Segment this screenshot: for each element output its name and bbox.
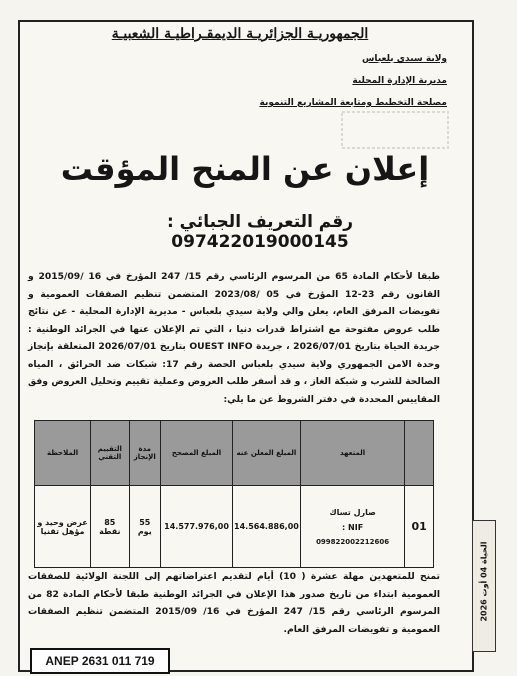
- col-bidder: المتعهد: [300, 421, 405, 486]
- corrected-amount: 14.577.976,00: [161, 486, 233, 568]
- tax-id: رقم التعريف الجبائي : 097422019000145: [166, 212, 354, 252]
- closing-paragraph: تمنح للمتعهدين مهلة عشرة ( 10) أيام لتقديم اعتراضاتهم إلى اللجنة الولائية للصفقات العمومية ابتداء من تاريخ صدور هذا الإعلان في الجرائد الوطنية طبقا لأحكام المادة 82 من المرسوم الرئاسي رقم 15/ 247 المؤرخ في 16/ 2015/09 المتضمن تنظيم الصفقات العمومية و تفويضات المرفق العام.: [28, 571, 441, 635]
- col-corrected: المبلغ المصحح: [161, 421, 233, 486]
- col-remark: الملاحظة: [35, 421, 91, 486]
- results-table: [34, 420, 434, 568]
- tech-score-unit: نقطة: [99, 526, 121, 536]
- table-row: [35, 486, 434, 568]
- announcement-title: إعلان عن المنح المؤقت: [60, 150, 430, 188]
- faint-seal-watermark: [340, 110, 450, 150]
- bidder-name: صارل تساك: [329, 507, 376, 517]
- tech-score-cell: [91, 486, 129, 568]
- col-tech-score: التقييم التقني: [91, 421, 129, 486]
- nif-value: 099822002212606: [316, 537, 390, 546]
- duration-value: 55: [139, 517, 151, 527]
- anep-reference: ANEP 2631 011 719: [30, 648, 170, 674]
- duration-unit: يوم: [137, 526, 152, 536]
- publication-stamp-text: الحياة 04 أوت 2026: [479, 541, 489, 622]
- wilaya-line: ولاية سيدي بلعباس: [362, 54, 447, 64]
- col-number: [405, 421, 434, 486]
- body-paragraph: طبقا لأحكام المادة 65 من المرسوم الرئاسي رقم 15/ 247 المؤرخ في 16 /2015/09 و القانون رقم 23-12 المؤرخ في 05 /2023/08 المتضمن تنظيم الصفقات العمومية و تفويضات المرفق العام، يعلن والي ولاية سيدي بلعباس - مديرية الإدارة المحلية - عن نتائج طلب عروض مفتوحة مع اشتراط قدرات دنيا ، التي تم الإعلان عنها في الجرائد الوطنية : جريدة الحياة بتاريخ 2026/07/01 ، جريدة OUEST INFO بتاريخ 2026/07/01 المتعلقة بإنجاز وحدة الامن الجمهوري ولاية سيدي بلعباس الحصة رقم 17: شبكات ضد الحرائق ، المياه الصالحة للشرب و شبكة الغاز ، و قد أسفر طلب العروض وعملية تقييم وتحليل العروض وفق المقاييس المحددة في دفتر الشروط عن ما يلي:: [28, 271, 441, 405]
- country-header: الجمهوريـة الجزائريـة الديمقـراطيـة الشعبيـة: [111, 26, 369, 42]
- directorate-line: مديرية الإدارة المحلية: [352, 76, 447, 86]
- remark-cell: عرض وحيد و مؤهل تقنيا: [35, 486, 91, 568]
- tech-score-value: 85: [104, 517, 116, 527]
- col-declared: المبلغ المعلن عنه: [233, 421, 301, 486]
- row-number: 01: [405, 486, 434, 568]
- service-line: مصلحة التخطيط ومتابعة المشاريع التنموية: [259, 98, 447, 108]
- col-duration: مدة الإنجاز: [129, 421, 161, 486]
- publication-stamp: [472, 520, 496, 652]
- duration-cell: [129, 486, 161, 568]
- bidder-cell: [300, 486, 405, 568]
- nif-label: NIF :: [342, 522, 364, 532]
- declared-amount: 14.564.886,00: [233, 486, 301, 568]
- table-header-row: [35, 421, 434, 486]
